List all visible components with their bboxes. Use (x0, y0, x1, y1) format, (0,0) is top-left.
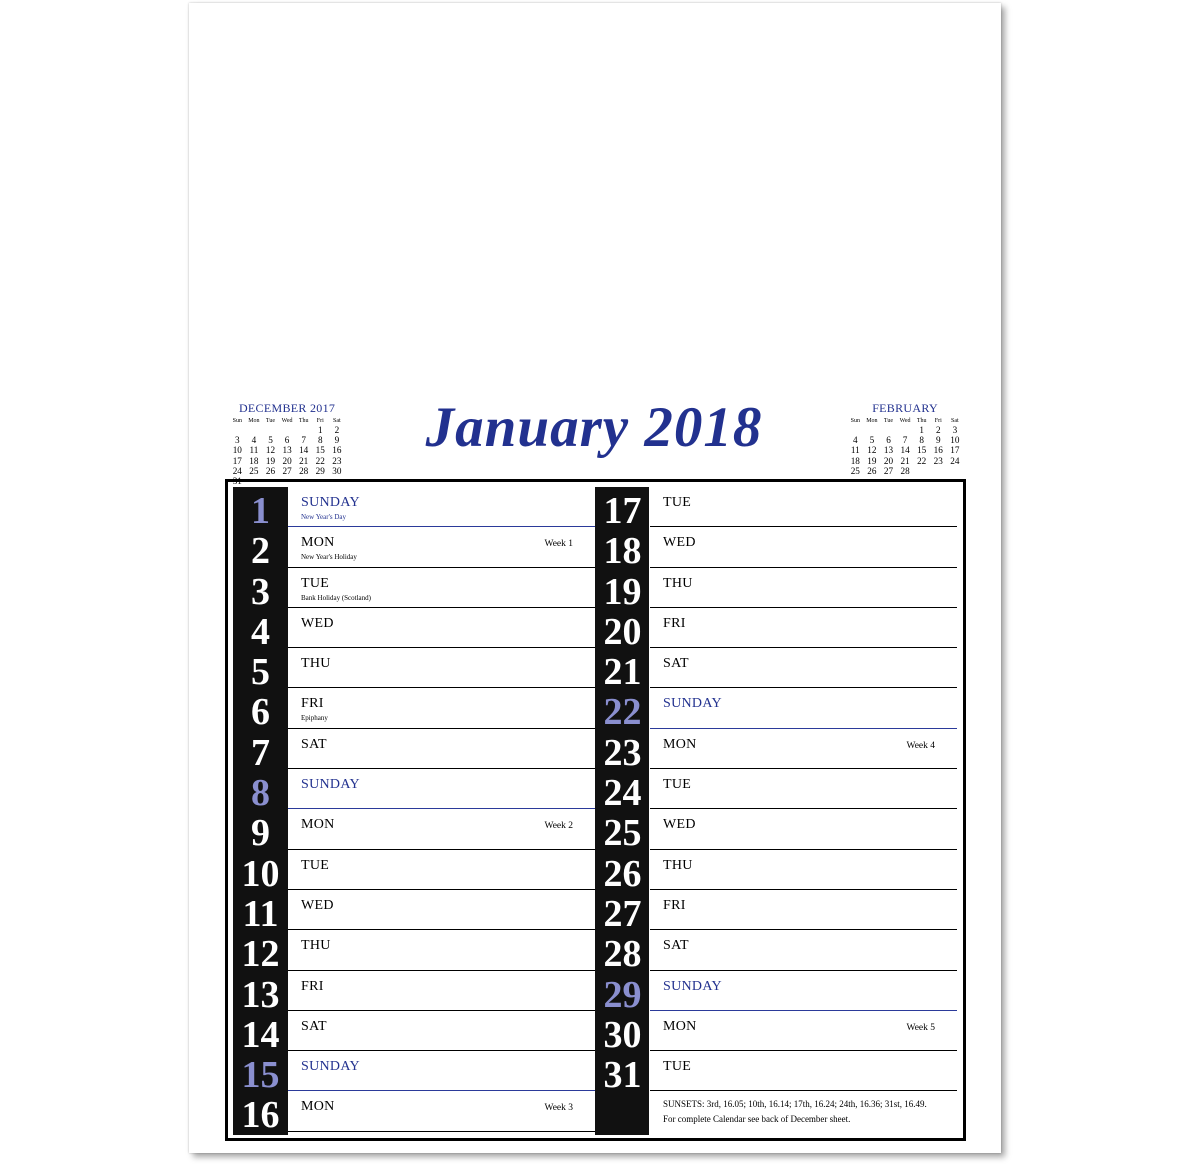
day-row (595, 769, 957, 815)
mini-date: 16 (933, 445, 943, 456)
date-number: 5 (251, 651, 270, 694)
holiday-note: Epiphany (301, 714, 328, 723)
weekday-name: TUE (663, 495, 692, 510)
mini-date: 1 (919, 425, 924, 435)
date-number: 19 (603, 570, 642, 613)
weekday-label: Sun (850, 418, 860, 424)
week-number: Week 5 (906, 1022, 935, 1033)
day-row (595, 688, 957, 734)
weekday-label: Mon (248, 418, 260, 424)
weekday-name: MON (663, 1018, 697, 1034)
weekday-label: Thu (916, 418, 927, 424)
weekday-name: SAT (301, 736, 327, 752)
weekday-name: FRI (301, 696, 324, 712)
mini-date: 9 (935, 435, 941, 446)
weekday-name: SUNDAY (663, 696, 722, 712)
day-row (595, 487, 957, 532)
mini-date: 10 (232, 445, 242, 456)
day-cell[interactable] (288, 568, 595, 608)
mini-date: 24 (950, 455, 960, 466)
mini-date: 4 (853, 435, 858, 446)
weekday-name: MON (301, 817, 335, 833)
mini-date: 22 (917, 455, 927, 466)
day-row (595, 890, 957, 935)
mini-date: 14 (900, 445, 910, 456)
day-row (233, 487, 595, 532)
day-cell[interactable] (288, 608, 595, 648)
day-cell[interactable] (288, 648, 595, 688)
mini-date: 30 (332, 465, 342, 476)
date-number: 16 (241, 1094, 280, 1137)
day-cell[interactable] (288, 930, 595, 970)
day-row (595, 648, 957, 694)
mini-date: 5 (268, 435, 273, 446)
date-number: 10 (241, 852, 280, 895)
mini-date: 23 (933, 455, 943, 466)
date-number: 6 (251, 691, 270, 734)
mini-date: 16 (332, 445, 342, 456)
weekday-name: MON (663, 736, 697, 752)
day-cell[interactable] (288, 487, 595, 527)
weekday-name: SAT (663, 938, 689, 954)
weekday-name: SUNDAY (301, 777, 360, 793)
day-cell[interactable] (288, 850, 595, 890)
mini-date: 25 (249, 465, 259, 476)
weekday-name: THU (663, 857, 693, 873)
mini-date: 29 (315, 465, 325, 476)
weekday-label: Wed (281, 418, 293, 424)
weekday-label: Sat (951, 418, 959, 424)
mini-date (864, 425, 881, 435)
day-row (233, 890, 595, 935)
mini-date (229, 425, 246, 435)
day-row (233, 688, 595, 734)
weekday-name: FRI (301, 978, 324, 994)
mini-date: 1 (317, 425, 323, 435)
mini-date: 2 (935, 425, 941, 435)
date-number: 23 (603, 731, 642, 774)
day-cell[interactable] (650, 608, 957, 648)
mini-date (913, 466, 930, 476)
day-row (233, 608, 595, 653)
date-number: 9 (251, 812, 270, 855)
mini-date (262, 425, 279, 435)
mini-calendar-title: DECEMBER 2017 (238, 401, 336, 415)
mini-date: 20 (883, 455, 894, 466)
mini-date: 4 (251, 435, 257, 446)
footer-cell (650, 1091, 957, 1135)
complete-calendar-note: For complete Calendar see back of December sheet. (663, 1114, 851, 1125)
mini-date: 20 (282, 455, 292, 466)
weekday-name: SAT (301, 1018, 327, 1034)
day-row (233, 809, 595, 855)
day-cell[interactable] (288, 809, 595, 849)
mini-date: 13 (883, 445, 894, 456)
mini-calendar-weekdays (847, 418, 963, 424)
day-cell[interactable] (650, 930, 957, 970)
weekday-name: SUNDAY (301, 1059, 360, 1075)
calendar-column-right (595, 487, 957, 1135)
day-cell[interactable] (288, 1091, 595, 1131)
day-cell[interactable] (288, 890, 595, 930)
day-row (233, 648, 595, 694)
weekday-name: TUE (663, 777, 692, 793)
footer-row (595, 1091, 957, 1135)
day-row (233, 930, 595, 976)
date-number: 24 (603, 772, 642, 815)
mini-date (295, 425, 312, 435)
holiday-note: New Year's Day (301, 513, 347, 521)
day-row (595, 850, 957, 895)
day-cell[interactable] (650, 890, 957, 930)
mini-date: 8 (919, 435, 924, 446)
mini-date: 19 (867, 455, 877, 466)
day-cell[interactable] (288, 1011, 595, 1051)
mini-date: 18 (249, 455, 259, 466)
mini-date: 21 (900, 455, 910, 466)
day-cell[interactable] (288, 1051, 595, 1091)
mini-date: 10 (950, 435, 960, 446)
date-number: 12 (241, 933, 280, 976)
weekday-name: SUNDAY (301, 495, 360, 510)
day-row (595, 729, 957, 774)
date-number: 28 (603, 933, 642, 976)
day-row (233, 527, 595, 573)
mini-date: 26 (867, 465, 877, 476)
mini-date: 5 (869, 435, 875, 446)
date-number: 25 (603, 812, 642, 855)
day-row (595, 809, 957, 855)
day-cell[interactable] (650, 527, 957, 567)
week-number: Week 4 (906, 740, 935, 751)
day-row (233, 729, 595, 774)
date-number: 2 (251, 530, 270, 573)
day-cell[interactable] (650, 487, 957, 527)
day-cell[interactable] (650, 850, 957, 890)
week-number: Week 1 (544, 539, 573, 550)
mini-date: 2 (334, 425, 340, 435)
mini-date: 17 (950, 445, 960, 456)
day-cell[interactable] (288, 729, 595, 769)
mini-date: 19 (265, 455, 276, 466)
day-row (595, 971, 957, 1016)
calendar-sheet (189, 3, 1001, 1153)
date-number: 29 (603, 973, 642, 1016)
date-number: 27 (603, 892, 642, 935)
weekday-name: WED (663, 817, 696, 833)
weekday-name: TUE (301, 575, 330, 591)
day-list (233, 487, 595, 1137)
weekday-label: Sat (333, 418, 341, 424)
day-cell[interactable] (650, 648, 957, 688)
mini-date (279, 425, 296, 435)
mini-date: 18 (850, 455, 860, 466)
mini-date: 28 (900, 465, 910, 476)
mini-date: 17 (232, 455, 242, 466)
day-cell[interactable] (650, 729, 957, 769)
mini-date: 15 (315, 445, 325, 456)
weekday-label: Mon (866, 418, 878, 424)
mini-date (930, 466, 947, 476)
day-row (595, 1051, 957, 1097)
week-number: Week 2 (544, 821, 573, 832)
day-cell[interactable] (650, 1011, 957, 1051)
day-row (233, 769, 595, 815)
mini-calendar-february (847, 401, 963, 476)
weekday-name: MON (301, 1099, 335, 1115)
day-row (233, 1091, 595, 1137)
mini-date: 12 (265, 445, 276, 456)
mini-date (897, 425, 914, 435)
weekday-name: THU (301, 656, 331, 672)
weekday-name: FRI (663, 615, 686, 631)
day-row (233, 1051, 595, 1097)
mini-date: 31 (232, 476, 242, 487)
mini-date: 8 (317, 435, 323, 446)
holiday-note: Bank Holiday (Scotland) (301, 593, 371, 602)
date-number: 7 (251, 731, 270, 774)
mini-date: 27 (282, 465, 292, 476)
mini-date: 3 (952, 425, 958, 435)
weekday-label: Thu (298, 418, 309, 424)
weekday-label: Fri (316, 418, 324, 424)
mini-date: 27 (883, 465, 894, 476)
weekday-name: SAT (663, 656, 689, 672)
weekday-label: Tue (883, 418, 894, 424)
mini-date: 26 (265, 465, 276, 476)
date-number: 14 (241, 1013, 280, 1056)
mini-date: 6 (284, 435, 290, 446)
day-cell[interactable] (288, 527, 595, 567)
date-number: 20 (603, 610, 642, 653)
weekday-name: SUNDAY (663, 978, 722, 994)
day-row (233, 1011, 595, 1056)
day-cell[interactable] (650, 688, 957, 728)
mini-date: 12 (867, 445, 877, 456)
day-cell[interactable] (650, 568, 957, 608)
weekday-name: TUE (301, 857, 330, 873)
week-number: Week 3 (544, 1103, 573, 1114)
mini-calendar-december (229, 401, 345, 486)
sunsets-text: SUNSETS: 3rd, 16.05; 10th, 16.14; 17th, 16.24; 24th, 16.36; 31st, 16.49. (663, 1099, 927, 1110)
mini-date: 24 (232, 465, 242, 476)
mini-calendar-title: FEBRUARY (872, 401, 938, 415)
date-number: 17 (603, 490, 642, 532)
weekday-name: THU (301, 938, 331, 954)
mini-date: 11 (850, 445, 860, 456)
day-list (595, 487, 957, 1135)
date-number: 3 (251, 570, 270, 613)
day-row (595, 1011, 957, 1056)
date-number: 26 (603, 852, 642, 895)
mini-date: 23 (332, 455, 342, 466)
mini-date: 13 (282, 445, 292, 456)
day-cell[interactable] (650, 809, 957, 849)
holiday-note: New Year's Holiday (301, 553, 357, 562)
date-number: 11 (242, 892, 279, 935)
date-number: 30 (603, 1013, 642, 1056)
day-row (595, 527, 957, 573)
day-cell[interactable] (288, 688, 595, 728)
weekday-label: Tue (265, 418, 276, 424)
mini-date: 28 (299, 465, 309, 476)
mini-date: 6 (886, 435, 891, 446)
mini-date: 25 (850, 465, 860, 476)
mini-date: 21 (299, 455, 309, 466)
mini-date (246, 425, 263, 435)
weekday-name: WED (663, 535, 696, 551)
mini-date: 9 (334, 435, 340, 446)
page-title (409, 395, 779, 460)
date-number: 18 (603, 530, 642, 573)
day-row (595, 930, 957, 976)
day-cell[interactable] (288, 971, 595, 1011)
weekday-label: Sun (232, 418, 242, 424)
date-number: 15 (241, 1054, 280, 1097)
day-row (595, 568, 957, 613)
day-row (595, 608, 957, 653)
day-row (233, 850, 595, 895)
mini-date: 3 (235, 435, 240, 446)
mini-date: 15 (917, 445, 927, 456)
day-cell[interactable] (650, 769, 957, 809)
mini-date: 22 (315, 455, 325, 466)
mini-calendar-grid (229, 425, 345, 486)
date-number: 13 (241, 973, 280, 1016)
day-row (233, 568, 595, 613)
day-cell[interactable] (650, 1051, 957, 1091)
day-cell[interactable] (288, 769, 595, 809)
footer-notes (663, 1097, 927, 1127)
mini-date: 14 (299, 445, 309, 456)
mini-calendar-grid (847, 425, 963, 476)
weekday-name: TUE (663, 1059, 692, 1075)
title-year: 2018 (644, 396, 763, 459)
date-number: 4 (251, 610, 270, 653)
weekday-label: Wed (899, 418, 911, 424)
weekday-label: Fri (934, 418, 942, 424)
mini-calendar-weekdays (229, 418, 345, 424)
day-row (233, 971, 595, 1016)
mini-date (947, 466, 964, 476)
date-number: 22 (603, 691, 642, 734)
date-number: 8 (251, 772, 270, 815)
date-number: 31 (603, 1054, 642, 1097)
mini-date (847, 425, 864, 435)
calendar-column-left (233, 487, 595, 1135)
date-number: 21 (603, 651, 642, 694)
weekday-name: THU (663, 575, 693, 591)
mini-date: 7 (902, 435, 908, 446)
title-month: January (425, 396, 630, 459)
weekday-name: WED (301, 897, 334, 913)
mini-date (880, 425, 897, 435)
mini-date: 11 (249, 445, 259, 456)
weekday-name: MON (301, 535, 335, 551)
mini-date: 7 (301, 435, 306, 446)
weekday-name: WED (301, 615, 334, 631)
day-cell[interactable] (650, 971, 957, 1011)
date-number: 1 (251, 490, 270, 532)
weekday-name: FRI (663, 897, 686, 913)
